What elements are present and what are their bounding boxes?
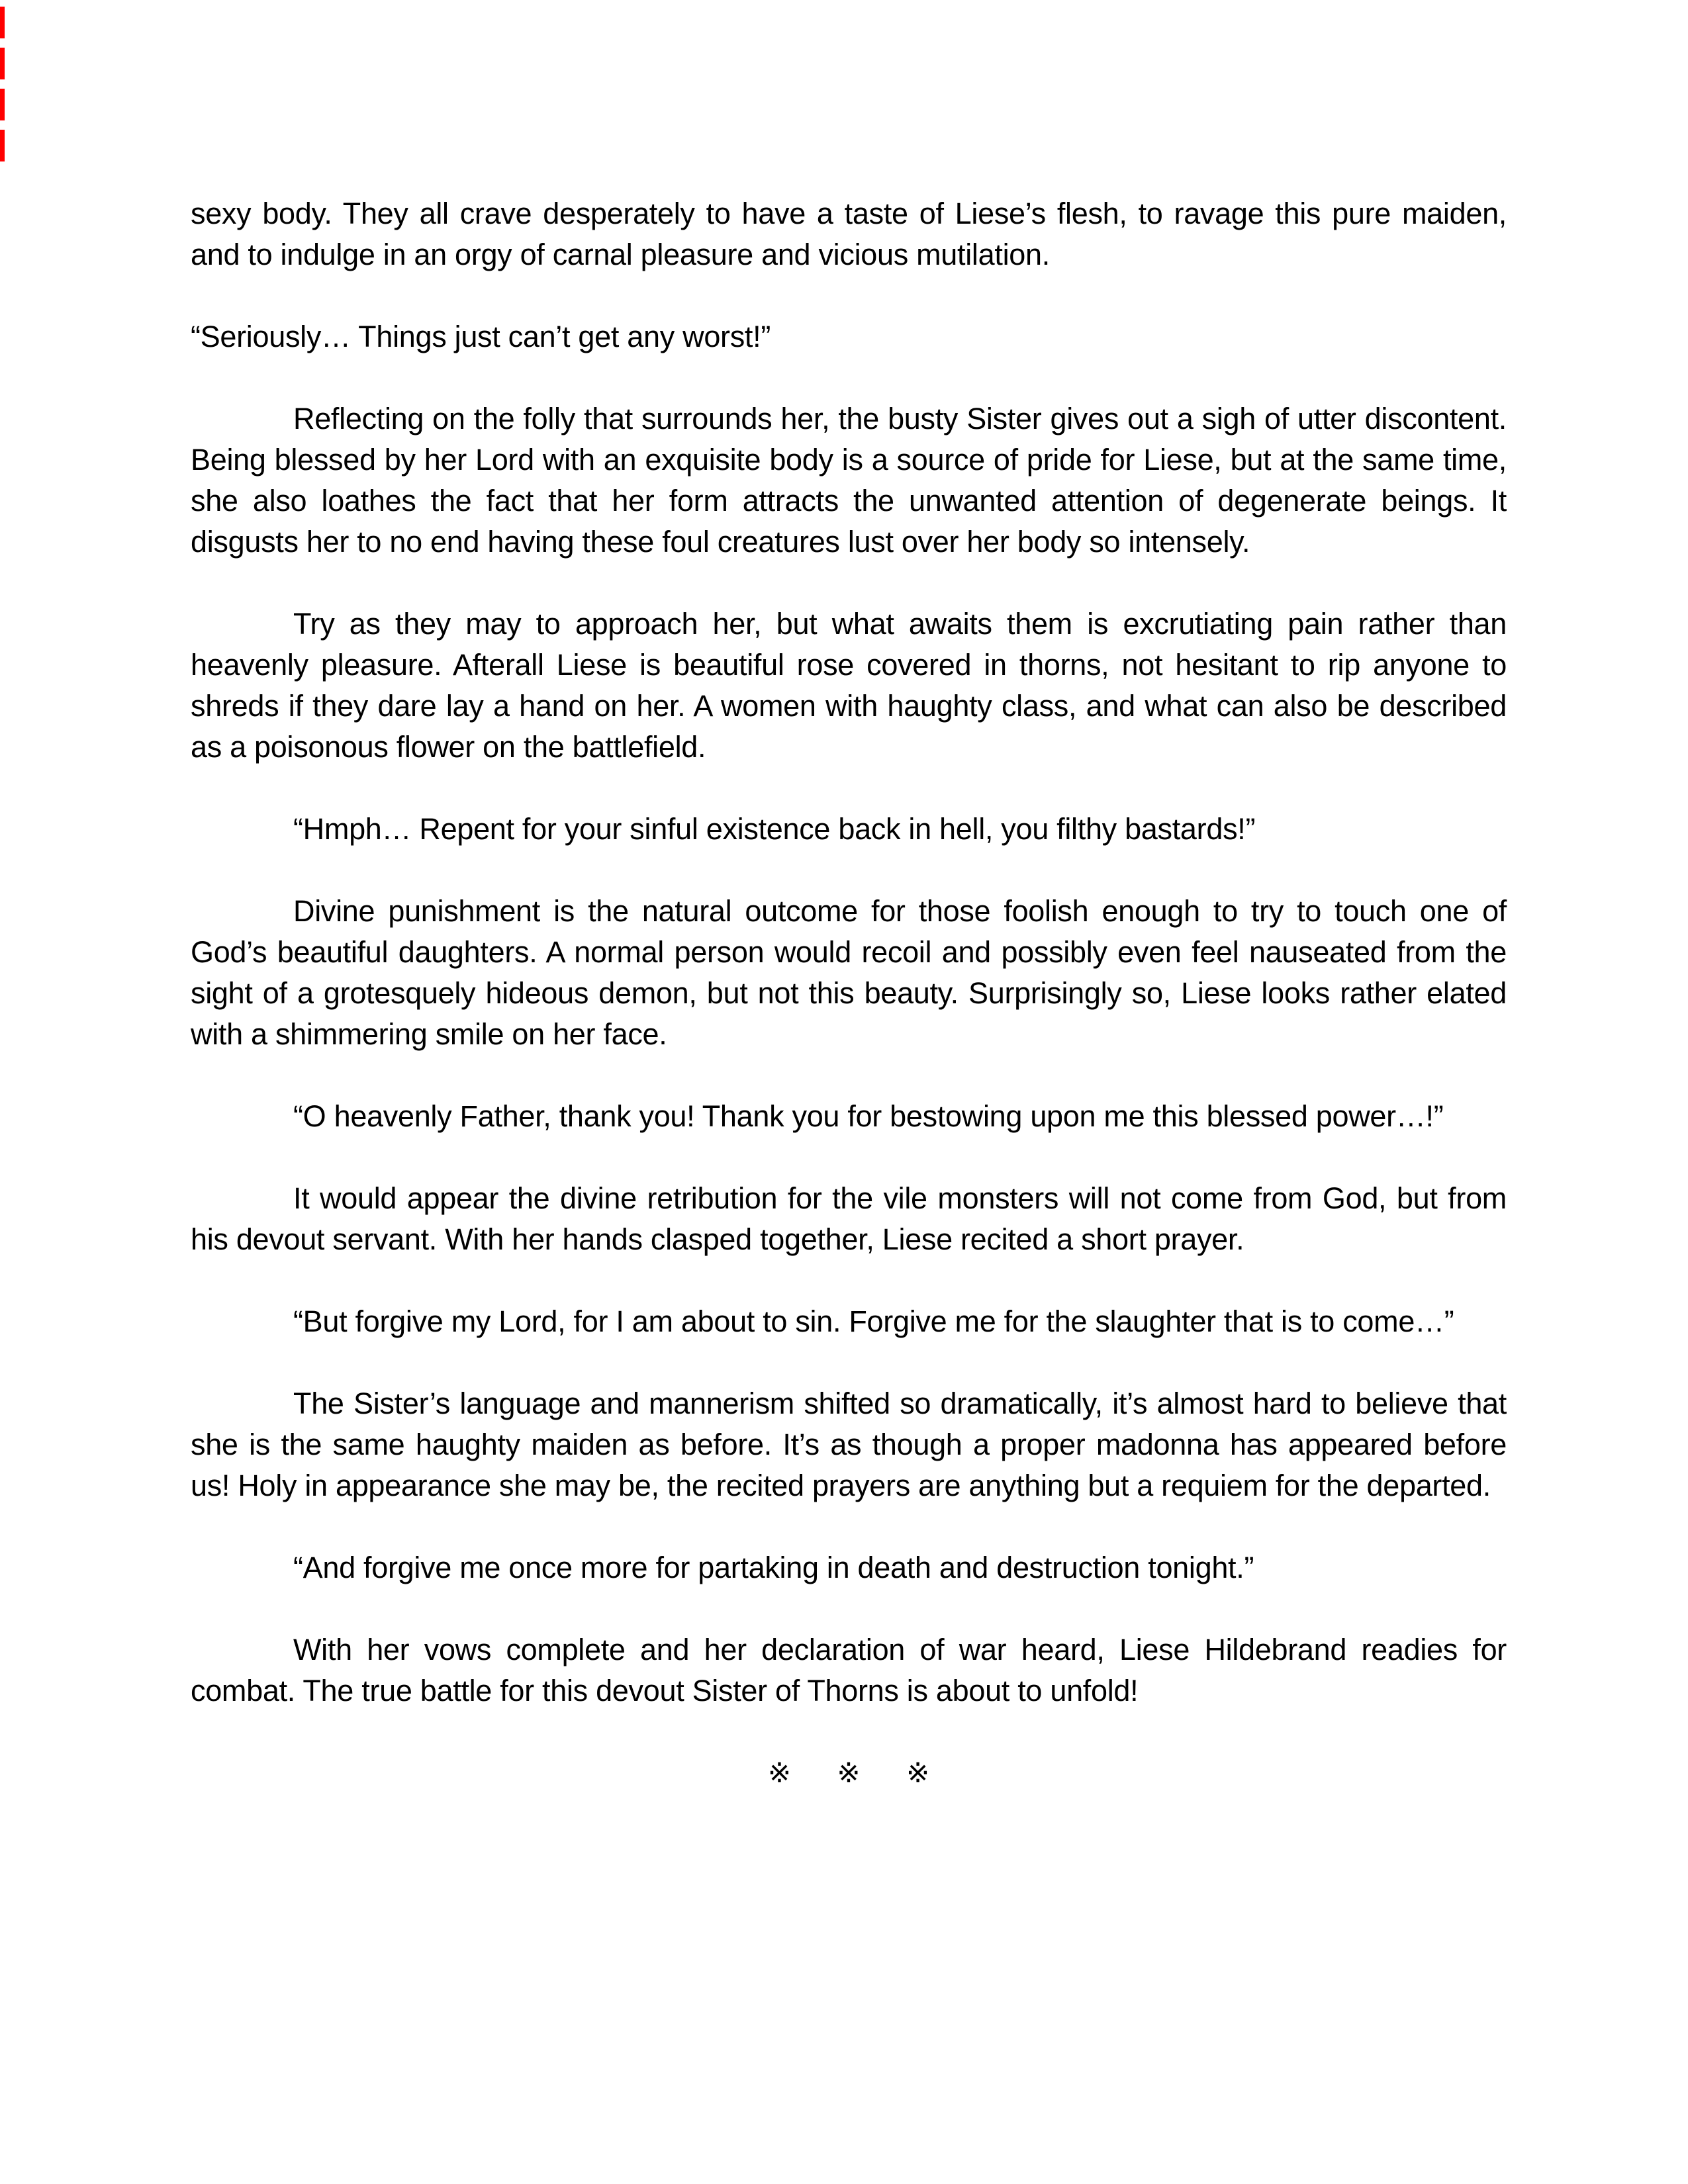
paragraph-9: “But forgive my Lord, for I am about to sin. Forgive me for the slaughter that is to come…”: [293, 1304, 1454, 1338]
paragraph-12: With her vows complete and her declaration of war heard, Liese Hildebrand readies for combat. The true battle for this devout Sister of Thorns is about to unfold!: [191, 1633, 1507, 1707]
paragraph-5: “Hmph… Repent for your sinful existence back in hell, you filthy bastards!”: [293, 812, 1256, 846]
red-edge-dash: [0, 48, 5, 79]
red-edge-dash: [0, 130, 5, 161]
paragraph-7: “O heavenly Father, thank you! Thank you for bestowing upon me this blessed power…!”: [293, 1099, 1444, 1133]
paragraph-6: Divine punishment is the natural outcome for those foolish enough to try to touch one of God’s beautiful daughters. A normal person would recoil and possibly even feel nauseated from the sight of a grotesquely hideous demon, but not this beauty. Surprisingly so, Liese looks rather elated with a shimmering smile on her face.: [191, 894, 1507, 1051]
paragraph-10: The Sister’s language and mannerism shifted so dramatically, it’s almost hard to believe that she is the same haughty maiden as before. It’s as though a proper madonna has appeared before us! Holy in appearance she may be, the recited prayers are anything but a requiem for the departed.: [191, 1387, 1507, 1502]
red-edge-marks: [0, 7, 5, 161]
document-text: [191, 193, 1507, 1794]
red-edge-dash: [0, 89, 5, 120]
paragraph-11: “And forgive me once more for partaking in death and destruction tonight.”: [293, 1551, 1254, 1584]
paragraph-3: Reflecting on the folly that surrounds her, the busty Sister gives out a sigh of utter discontent. Being blessed by her Lord with an exquisite body is a source of pride for Liese, but at the same time, she also loathes the fact that her form attracts the unwanted attention of degenerate beings. It disgusts her to no end having these foul creatures lust over her body so intensely.: [191, 402, 1507, 559]
red-edge-dash: [0, 7, 5, 38]
paragraph-1: sexy body. They all crave desperately to have a taste of Liese’s flesh, to ravage this pure maiden, and to indulge in an orgy of carnal pleasure and vicious mutilation.: [191, 197, 1507, 271]
paragraph-8: It would appear the divine retribution for the vile monsters will not come from God, but from his devout servant. With her hands clasped together, Liese recited a short prayer.: [191, 1181, 1507, 1256]
section-separator: ※ ※ ※: [767, 1756, 930, 1789]
paragraph-4: Try as they may to approach her, but what awaits them is excrutiating pain rather than heavenly pleasure. Afterall Liese is beautiful rose covered in thorns, not hesitant to rip anyone to shreds if they dare lay a hand on her. A women with haughty class, and what can also be described as a poisonous flower on the battlefield.: [191, 607, 1507, 764]
paragraph-2: “Seriously… Things just can’t get any worst!”: [191, 320, 771, 353]
